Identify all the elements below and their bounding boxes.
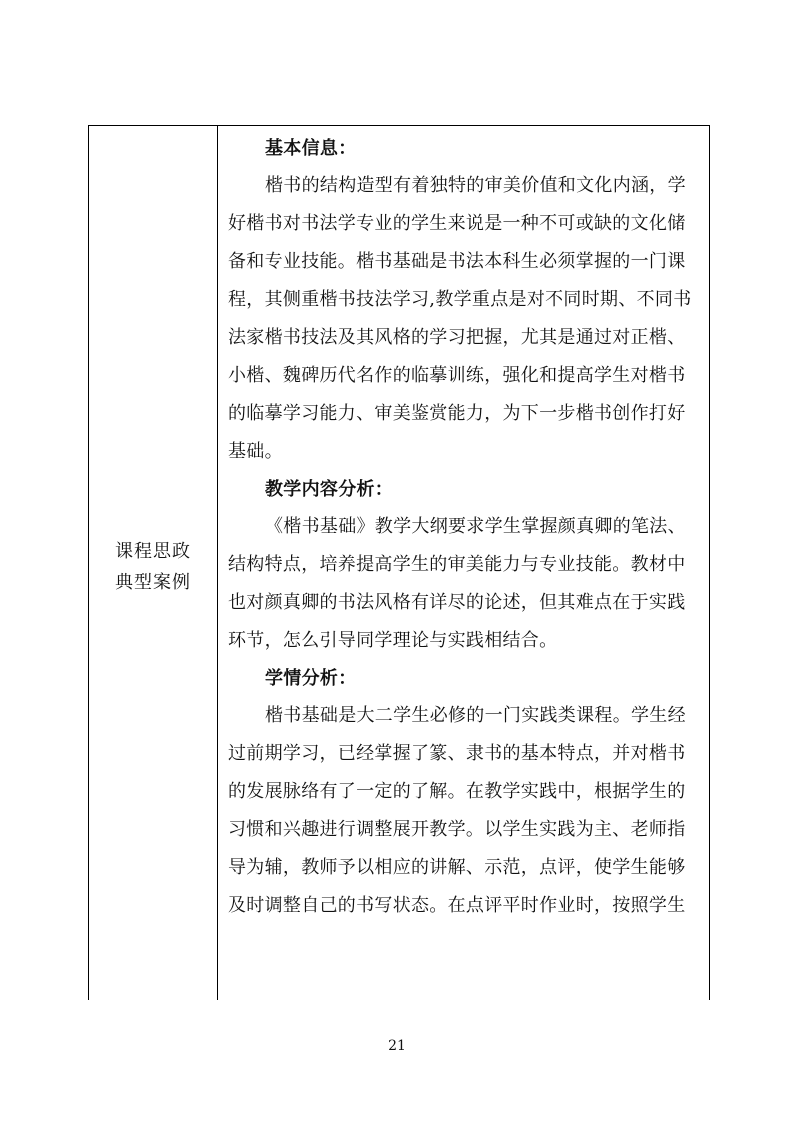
column-divider [217,126,218,1000]
case-table [88,125,710,1000]
heading-basic-info: 基本信息： [265,138,357,159]
page-number: 21 [388,1038,406,1054]
paragraph-line: 的临摹学习能力、审美鉴赏能力，为下一步楷书创作打好 [228,403,686,424]
paragraph-line: 好楷书对书法学专业的学生来说是一种不可或缺的文化储 [228,213,686,234]
paragraph-line: 及时调整自己的书写状态。在点评平时作业时，按照学生 [228,895,686,916]
paragraph-line: 法家楷书技法及其风格的学习把握，尤其是通过对正楷、 [228,327,686,348]
heading-student-analysis: 学情分析： [265,668,357,689]
paragraph-line: 小楷、魏碑历代名作的临摹训练，强化和提高学生对楷书 [228,365,686,386]
paragraph-line: 习惯和兴趣进行调整展开教学。以学生实践为主、老师指 [228,819,686,840]
paragraph-line: 基础。 [228,441,283,462]
paragraph-line: 楷书的结构造型有着独特的审美价值和文化内涵，学 [265,175,686,196]
paragraph-line: 环节，怎么引导同学理论与实践相结合。 [228,630,558,651]
paragraph-line: 结构特点，培养提高学生的审美能力与专业技能。教材中 [228,554,686,575]
paragraph-line: 程，其侧重楷书技法学习,教学重点是对不同时期、不同书 [228,289,692,310]
row-label [89,536,217,598]
paragraph-line: 备和专业技能。楷书基础是书法本科生必须掌握的一门课 [228,251,686,272]
case-content [228,126,701,925]
paragraph-line: 楷书基础是大二学生必修的一门实践类课程。学生经 [265,705,686,726]
paragraph-line: 的发展脉络有了一定的了解。在教学实践中，根据学生的 [228,781,686,802]
paragraph-line: 也对颜真卿的书法风格有详尽的论述，但其难点在于实践 [228,592,686,613]
paragraph-line: 导为辅，教师予以相应的讲解、示范，点评，使学生能够 [228,857,686,878]
row-label-line-1: 课程思政 [115,541,191,562]
paragraph-line: 过前期学习，已经掌握了篆、隶书的基本特点，并对楷书 [228,743,686,764]
row-label-line-2: 典型案例 [115,572,191,593]
paragraph-line: 《楷书基础》教学大纲要求学生掌握颜真卿的笔法、 [265,516,686,537]
heading-content-analysis: 教学内容分析： [265,479,394,500]
